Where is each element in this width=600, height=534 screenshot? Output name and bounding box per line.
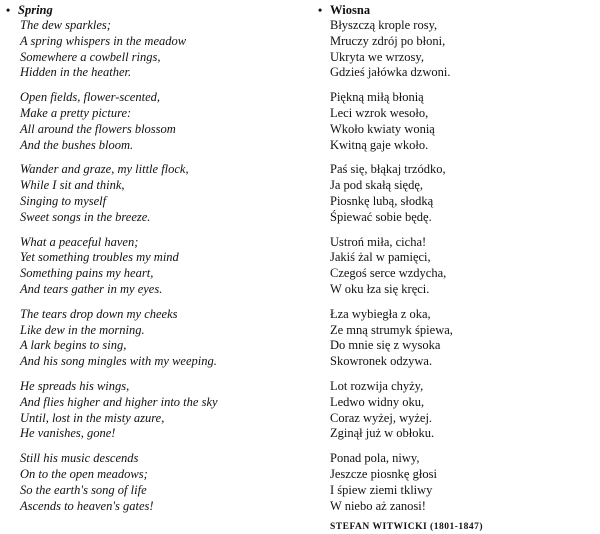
poem-line: Something pains my heart, [20,266,154,281]
poem-line: Lot rozwija chyży, [330,378,424,393]
poem-line: Piękną miłą błonią [330,90,424,105]
poem-line: A spring whispers in the meadow [20,33,187,48]
english-title [6,3,306,18]
poem-line: Singing to myself [20,193,107,208]
poem-line: W oku łza się kręci. [330,281,430,296]
poem-line: What a peaceful haven; [20,234,139,249]
poem-line: While I sit and think, [20,178,125,193]
poem-line: I śpiew ziemi tkliwy [330,482,433,497]
poem-line: All around the flowers blossom [20,121,176,136]
stanza [318,235,598,298]
poem-line: Ascends to heaven's gates! [20,498,154,513]
poem-line: The dew sparkles; [20,18,111,32]
poem-line: Mruczy zdrój po błoni, [330,33,446,48]
poem-line: Coraz wyżej, wyżej. [330,410,433,425]
poem-line: Skowronek odzywa. [330,354,433,369]
poem-line: Do mnie się z wysoka [330,338,441,353]
english-stanzas [6,18,306,514]
poem-line: Ukryta we wrzosy, [330,49,424,64]
polish-title [318,3,598,18]
stanza [6,235,306,298]
poem-line: Make a pretty picture: [20,105,132,120]
stanza [6,162,306,225]
poem-line: Somewhere a cowbell rings, [20,49,161,64]
poem-line: Ponad pola, niwy, [330,451,420,466]
poem-line: Yet something troubles my mind [20,250,179,265]
poem-line: Łza wybiegła z oka, [330,306,431,321]
stanza [318,451,598,514]
english-poem [6,3,306,523]
poem-line: He spreads his wings, [20,378,130,393]
stanza [6,451,306,514]
polish-stanzas [318,18,598,514]
poem-line: The tears drop down my cheeks [20,306,178,321]
stanza [318,307,598,370]
poem-line: Ustroń miła, cicha! [330,234,427,249]
stanza [318,379,598,442]
poem-line: Wander and graze, my little flock, [20,162,189,177]
poem-line: On to the open meadows; [20,466,148,481]
stanza [318,90,598,153]
poem-line: Paś się, błąkaj trzódko, [330,162,446,177]
poem-line: A lark begins to sing, [20,338,127,353]
poem-line: Ledwo widny oku, [330,394,425,409]
english-title-text: Spring [18,3,53,17]
bullet-icon: • [318,3,323,17]
polish-poem [318,3,598,534]
poem-line: He vanishes, gone! [20,426,116,441]
poem-line: Until, lost in the misty azure, [20,410,165,425]
poem-line: Śpiewać sobie będę. [330,209,432,224]
poem-line: W niebo aż zanosi! [330,498,426,513]
poem-line: Błyszczą krople rosy, [330,18,438,32]
poem-line: Still his music descends [20,451,139,466]
poem-line: Hidden in the heather. [20,65,132,80]
stanza [6,90,306,153]
poem-line: Piosnkę lubą, słodką [330,193,434,208]
poem-line: And tears gather in my eyes. [20,281,163,296]
poem-author: STEFAN WITWICKI (1801-1847) [330,522,484,533]
stanza [6,307,306,370]
poem-line: Ze mną strumyk śpiewa, [330,322,453,337]
poem-line: Jeszcze piosnkę głosi [330,466,437,481]
stanza [6,18,306,81]
poem-line: Wkoło kwiaty wonią [330,121,435,136]
poem-line: Ja pod skałą siędę, [330,178,424,193]
stanza [318,18,598,81]
poem-line: And his song mingles with my weeping. [20,354,217,369]
bullet-icon: • [6,3,11,17]
poem-line: Zginął już w obłoku. [330,426,435,441]
poem-line: Like dew in the morning. [20,322,145,337]
poem-line: Gdzieś jałówka dzwoni. [330,65,451,80]
poem-line: So the earth's song of life [20,482,147,497]
poem-line: Sweet songs in the breeze. [20,209,151,224]
poem-line: Kwitną gaje wkoło. [330,137,429,152]
poem-line: And flies higher and higher into the sky [20,394,218,409]
poem-line: And the bushes bloom. [20,137,134,152]
polish-title-text: Wiosna [330,3,371,17]
poem-line: Open fields, flower-scented, [20,90,160,105]
poem-line: Czegoś serce wzdycha, [330,266,447,281]
poem-line: Leci wzrok wesoło, [330,105,429,120]
stanza [6,379,306,442]
stanza [318,162,598,225]
poem-line: Jakiś żal w pamięci, [330,250,431,265]
